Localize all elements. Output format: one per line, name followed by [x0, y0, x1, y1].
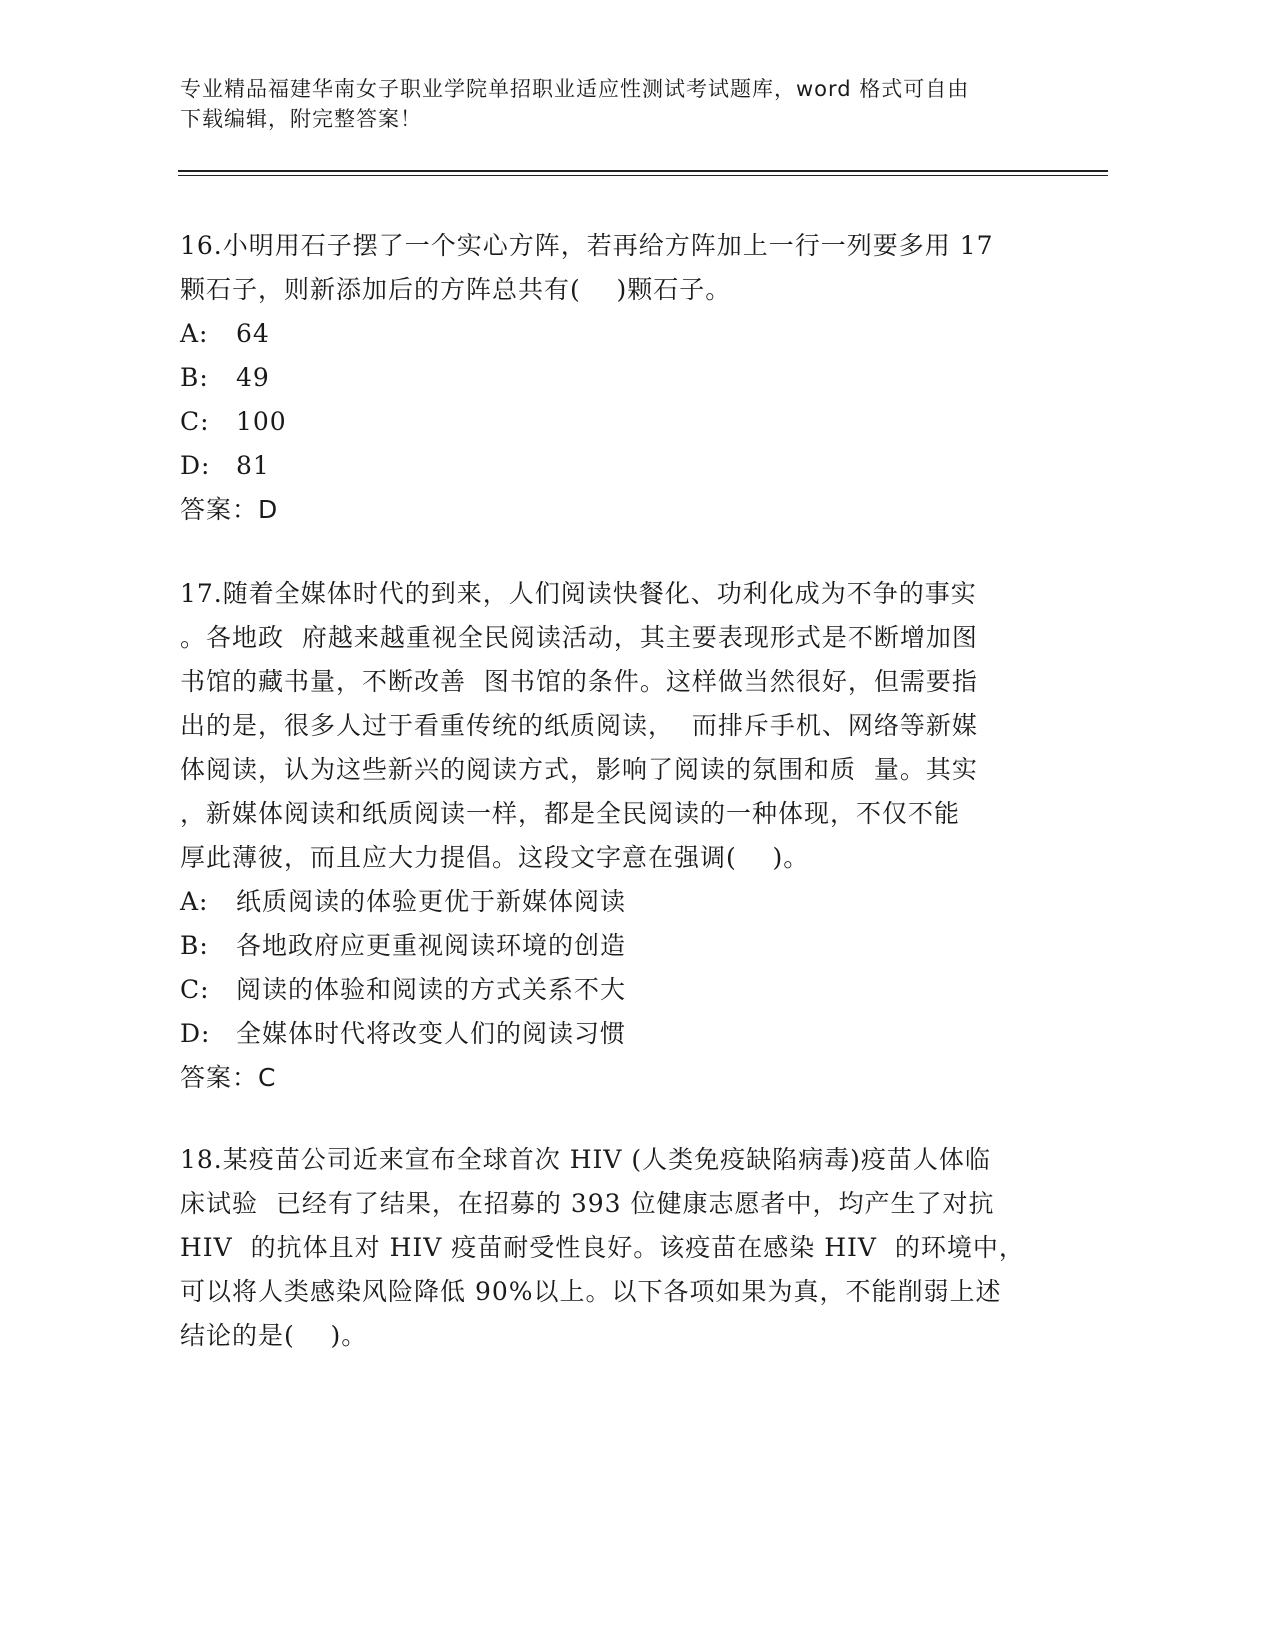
option-text: 阅读的体验和阅读的方式关系不大	[236, 975, 627, 1004]
question-stem	[180, 572, 1050, 880]
option-text: 64	[236, 319, 270, 348]
stem-line: 16.小明用石子摆了一个实心方阵，若再给方阵加上一行一列要多用 17	[180, 231, 994, 260]
question-17	[180, 572, 1050, 1100]
header-line-1: 专业精品福建华南女子职业学院单招职业适应性测试考试题库，word 格式可自由	[180, 77, 970, 101]
option-text: 各地政府应更重视阅读环境的创造	[236, 931, 627, 960]
option-key: C:	[180, 407, 210, 436]
stem-line: 床试验 已经有了结果，在招募的 393 位健康志愿者中，均产生了对抗	[180, 1189, 995, 1218]
option-key: B:	[180, 363, 209, 392]
option-text: 100	[236, 407, 287, 436]
option-text: 纸质阅读的体验更优于新媒体阅读	[236, 887, 627, 916]
stem-line: 体阅读，认为这些新兴的阅读方式，影响了阅读的氛围和质 量。其实	[180, 755, 978, 784]
stem-line: ，新媒体阅读和纸质阅读一样，都是全民阅读的一种体现，不仅不能	[180, 799, 961, 828]
option-text: 49	[236, 363, 270, 392]
stem-line: 17.随着全媒体时代的到来，人们阅读快餐化、功利化成为不争的事实	[180, 579, 977, 608]
question-stem	[180, 224, 1050, 312]
option-b	[180, 356, 1050, 400]
answer: 答案：C	[180, 1063, 277, 1092]
option-text: 81	[236, 451, 270, 480]
question-16	[180, 224, 1050, 532]
stem-line: 。各地政 府越来越重视全民阅读活动，其主要表现形式是不断增加图	[180, 623, 978, 652]
option-key: C:	[180, 975, 210, 1004]
header-rule-thin	[178, 175, 1108, 176]
option-a	[180, 880, 1050, 924]
stem-line: 结论的是( )。	[180, 1321, 368, 1350]
stem-line: 厚此薄彼，而且应大力提倡。这段文字意在强调( )。	[180, 843, 810, 872]
option-d	[180, 1012, 1050, 1056]
option-key: A:	[180, 319, 209, 348]
document-header	[180, 74, 1040, 134]
question-stem	[180, 1138, 1050, 1358]
option-a	[180, 312, 1050, 356]
option-key: A:	[180, 887, 209, 916]
option-d	[180, 444, 1050, 488]
stem-line: 颗石子，则新添加后的方阵总共有( )颗石子。	[180, 275, 732, 304]
stem-line: 18.某疫苗公司近来宣布全球首次 HIV (人类免疫缺陷病毒)疫苗人体临	[180, 1145, 991, 1174]
option-key: D:	[180, 1019, 211, 1048]
stem-line: 可以将人类感染风险降低 90%以上。以下各项如果为真，不能削弱上述	[180, 1277, 1002, 1306]
stem-line: HIV 的抗体且对 HIV 疫苗耐受性良好。该疫苗在感染 HIV 的环境中，	[180, 1233, 1025, 1262]
question-18	[180, 1138, 1050, 1358]
option-b	[180, 924, 1050, 968]
option-c	[180, 400, 1050, 444]
stem-line: 书馆的藏书量，不断改善 图书馆的条件。这样做当然很好，但需要指	[180, 667, 978, 696]
option-c	[180, 968, 1050, 1012]
stem-line: 出的是，很多人过于看重传统的纸质阅读， 而排斥手机、网络等新媒	[180, 711, 978, 740]
option-key: D:	[180, 451, 211, 480]
header-rule	[178, 170, 1108, 172]
header-line-2: 下载编辑，附完整答案！	[180, 107, 422, 131]
option-key: B:	[180, 931, 209, 960]
option-text: 全媒体时代将改变人们的阅读习惯	[236, 1019, 627, 1048]
answer: 答案：D	[180, 495, 279, 524]
